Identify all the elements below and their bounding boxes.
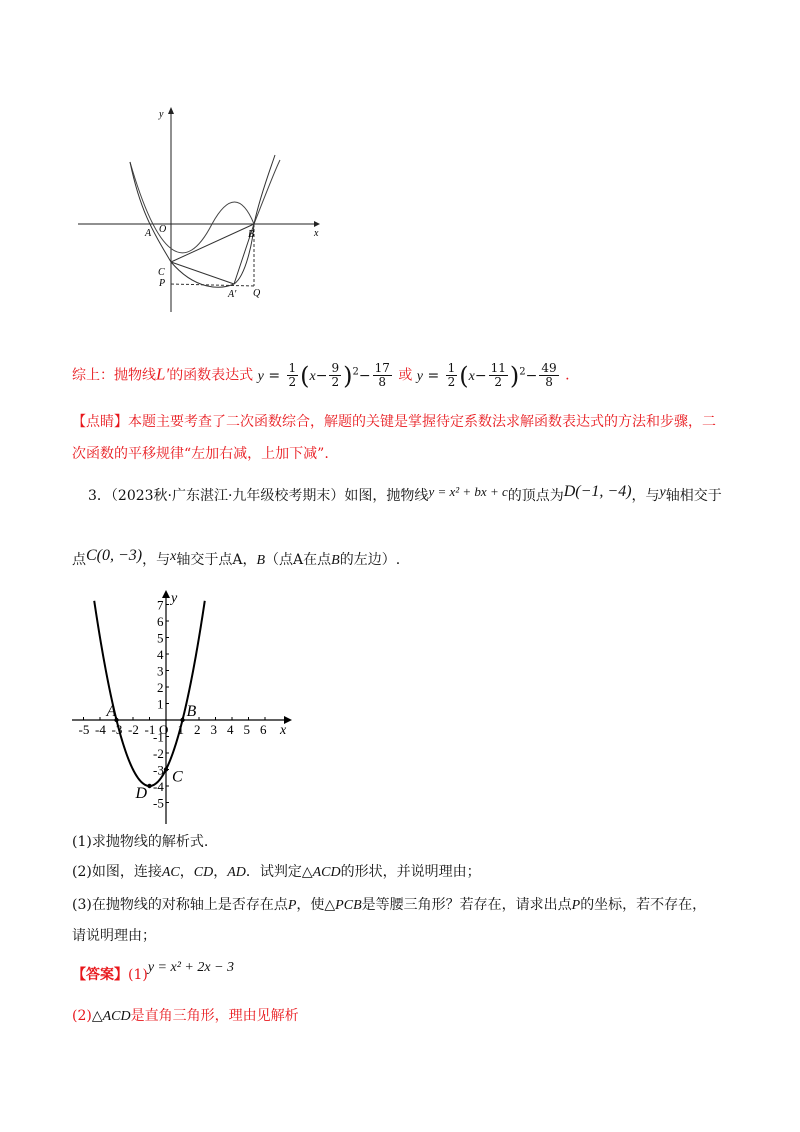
fig1-label-x: x <box>314 228 319 239</box>
x-tick-label: 2 <box>194 722 201 737</box>
p3-l1-text-c: ，与 <box>631 488 660 504</box>
comment-line-1: 【点睛】本题主要考查了二次函数综合，解题的关键是掌握待定系数法求解函数表达式的方法和步骤，二 <box>72 414 716 430</box>
answer-1-expr: y = x² + 2x − 3 <box>147 960 235 975</box>
expr2-x: x <box>468 368 475 384</box>
expr2-eq: = <box>427 367 440 384</box>
problem3-line-2 <box>72 546 400 571</box>
point-label-B: B <box>186 703 197 720</box>
x-tick-label: 1 <box>177 722 184 737</box>
answer-1-prefix: (1) <box>128 967 148 983</box>
point-D <box>147 784 151 788</box>
expr1-frac-c: $\frac{9}{2}$ <box>331 361 340 390</box>
p3-parabola-expr: y = x² + bx + c <box>428 484 508 499</box>
expr1-y: y <box>257 368 264 384</box>
y-tick-label: -5 <box>153 795 164 811</box>
point-label-D: D <box>135 785 148 802</box>
p3-l2-text-a: 点 <box>72 552 86 568</box>
y-tick-label: 1 <box>157 696 164 712</box>
question-3-line-2: 请说明理由； <box>72 928 156 944</box>
x-tick-label: -3 <box>111 722 123 737</box>
point-B <box>180 718 184 722</box>
parabola-chart <box>66 588 296 828</box>
y-tick-label: 4 <box>157 647 164 662</box>
y-tick-label: -4 <box>153 779 164 794</box>
question-1: (1)求抛物线的解析式. <box>72 834 209 850</box>
p3-l1-text-a: 3．（2023秋·广东湛江·九年级校考期末）如图，抛物线 <box>88 488 429 504</box>
summary-line <box>72 352 570 392</box>
q3-text-b: ，使 <box>296 897 325 913</box>
summary-expr-1: y = $\frac{1}{2}$ (x− $\frac{9}{2}$ )$^2$− $\frac{17}{8}$ <box>257 361 390 390</box>
y-axis-label: y <box>171 591 178 606</box>
p3-l2-text-b: ，与 <box>142 552 171 568</box>
x-tick-label: O <box>159 722 169 737</box>
y-tick-label: -2 <box>153 746 164 761</box>
expr1-x: x <box>309 368 316 384</box>
fig1-label-O: O <box>159 224 167 235</box>
q2-AD: AD <box>227 865 246 880</box>
problem3-line-1 <box>88 482 722 506</box>
y-tick-label: 3 <box>157 663 164 679</box>
expr1-frac-a: $\frac{1}{2}$ <box>288 361 297 390</box>
expr2-y: y <box>416 368 423 384</box>
summary-or: 或 <box>398 367 413 384</box>
summary-prefix: 综上：抛物线 <box>72 367 156 384</box>
point-label-C: C <box>172 768 183 786</box>
q3-triangle: △PCB <box>324 898 362 913</box>
p3-B2: B <box>331 553 340 568</box>
parabola-curve <box>94 601 205 786</box>
expr2-frac-c: $\frac{11}{2}$ <box>490 361 506 390</box>
fig1-parabola <box>130 160 280 253</box>
fig1-label-C: C <box>158 267 165 278</box>
fig1-x-arrow <box>314 221 320 227</box>
p3-x: x <box>170 549 177 564</box>
x-axis-label: x <box>280 723 287 738</box>
summary-expr-2: y = $\frac{1}{2}$ (x− $\frac{11}{2}$ )$^2$− $\frac{49}{8}$ <box>416 361 557 390</box>
fig1-label-y: y <box>159 109 164 120</box>
y-tick-label: -1 <box>153 729 164 745</box>
fig1-label-A-prime: A′ <box>228 289 237 300</box>
answer-1 <box>72 958 234 985</box>
p3-y: y <box>659 485 666 500</box>
q2-triangle: △ACD <box>301 865 341 880</box>
point-label-A: A <box>106 703 117 720</box>
p3-l2-text-d: （点A在点 <box>265 552 332 568</box>
answer-2-text: 是直角三角形，理由见解析 <box>130 1008 299 1024</box>
q2-AC: AC <box>161 865 180 880</box>
fig1-line-CB <box>171 224 254 262</box>
y-tick-label: 2 <box>157 680 164 695</box>
answer-2-prefix: (2) <box>72 1008 92 1024</box>
expr1-frac-k: $\frac{17}{8}$ <box>374 361 390 390</box>
p3-B: B <box>256 553 266 568</box>
fig1-dashed-PQ <box>171 284 254 286</box>
x-tick-label: -2 <box>128 722 139 737</box>
figure-1-diagram <box>70 100 330 320</box>
p3-l2-text-e: 的左边）. <box>339 552 401 568</box>
y-tick-label: -3 <box>153 762 164 778</box>
fig1-label-A: A <box>145 228 152 239</box>
q2-text-a: (2)如图，连接 <box>72 864 162 880</box>
x-tick-label: 3 <box>210 722 217 737</box>
p3-l2-text-c: 轴交于点A， <box>176 552 257 568</box>
expr2-frac-a: $\frac{1}{2}$ <box>447 361 456 390</box>
summary-L-prime: L′ <box>156 364 170 384</box>
point-C <box>164 767 168 771</box>
comment-line-2: 次函数的平移规律“左加右减，上加下减”. <box>72 446 329 462</box>
x-tick-label: 4 <box>227 722 234 737</box>
fig1-y-arrow <box>168 107 174 114</box>
q3-text-a: (3)在抛物线的对称轴上是否存在点 <box>72 897 288 913</box>
p3-l1-text-b: 的顶点为 <box>507 488 564 504</box>
x-tick-label: -1 <box>144 722 156 737</box>
q2-CD: CD <box>193 865 214 880</box>
x-tick-label: 5 <box>243 722 250 737</box>
q3-P2: P <box>571 898 581 913</box>
y-tick-label: 7 <box>157 597 164 613</box>
expr1-eq: = <box>268 367 281 384</box>
q3-text-c: 是等腰三角形？若存在，请求出点 <box>361 897 572 913</box>
expr2-frac-k: $\frac{49}{8}$ <box>541 361 557 390</box>
x-tick-label: -4 <box>95 722 106 737</box>
summary-mid: 的函数表达式 <box>169 367 254 384</box>
p3-point-D: D(−1, −4) <box>563 483 632 500</box>
y-tick-label: 5 <box>157 630 164 646</box>
x-tick-label: -5 <box>78 722 90 737</box>
q3-text-d: 的坐标，若不存在， <box>580 897 707 913</box>
x-tick-label: 6 <box>260 722 267 737</box>
fig1-line-CA2 <box>171 262 234 284</box>
p3-point-C: C(0, −3) <box>86 547 143 564</box>
question-3 <box>72 895 706 916</box>
answer-2 <box>72 1006 299 1027</box>
fig1-label-Q: Q <box>253 288 261 299</box>
q2-text-c: 的形状，并说明理由； <box>340 864 481 880</box>
fig1-label-B: B <box>248 229 255 240</box>
q3-P: P <box>287 898 297 913</box>
fig1-label-P: P <box>159 278 166 289</box>
question-2: (2)如图，连接AC，CD，AD．试判定△ACD的形状，并说明理由； <box>72 864 481 880</box>
q2-text-b: ．试判定 <box>245 864 302 880</box>
answer-label: 【答案】 <box>72 967 128 983</box>
y-tick-label: 6 <box>157 614 164 629</box>
p3-l1-text-d: 轴相交于 <box>665 488 722 504</box>
answer-2-triangle: △ACD <box>91 1009 131 1024</box>
summary-end: . <box>565 367 570 384</box>
